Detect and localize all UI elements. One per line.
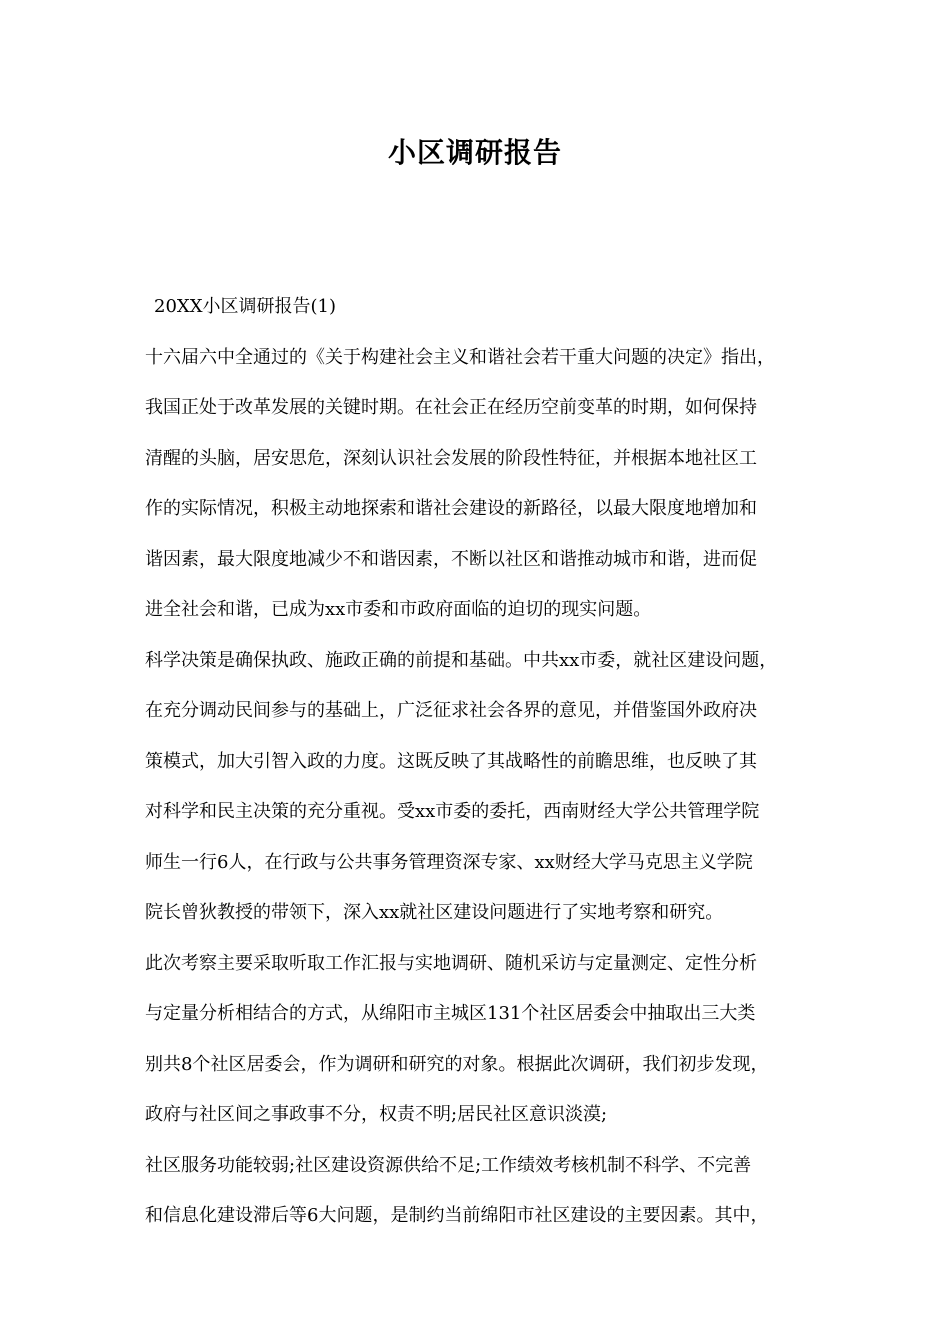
paragraph-line: 谐因素，最大限度地减少不和谐因素，不断以社区和谐推动城市和谐，进而促 [145, 548, 757, 570]
paragraph-line: 十六届六中全通过的《关于构建社会主义和谐社会若干重大问题的决定》指出， [145, 346, 775, 368]
document-body [145, 282, 825, 1242]
paragraph-line: 别共8个社区居委会，作为调研和研究的对象。根据此次调研，我们初步发现， [145, 1053, 769, 1075]
paragraph-line: 社区服务功能较弱;社区建设资源供给不足;工作绩效考核机制不科学、不完善 [145, 1154, 752, 1176]
paragraph-line: 院长曾狄教授的带领下，深入xx就社区建设问题进行了实地考察和研究。 [145, 902, 724, 923]
section-heading: 20XX小区调研报告(1) [154, 296, 337, 317]
paragraph-line: 策模式，加大引智入政的力度。这既反映了其战略性的前瞻思维，也反映了其 [145, 750, 757, 772]
paragraph-line: 此次考察主要采取听取工作汇报与实地调研、随机采访与定量测定、定性分析 [145, 952, 757, 974]
paragraph-line: 进全社会和谐，已成为xx市委和市政府面临的迫切的现实问题。 [145, 599, 652, 620]
paragraph-line: 在充分调动民间参与的基础上，广泛征求社会各界的意见，并借鉴国外政府决 [145, 700, 757, 721]
paragraph-line: 我国正处于改革发展的关键时期。在社会正在经历空前变革的时期，如何保持 [145, 397, 757, 418]
paragraph-line: 与定量分析相结合的方式，从绵阳市主城区131个社区居委会中抽取出三大类 [145, 1003, 756, 1024]
paragraph-line: 政府与社区间之事政事不分，权责不明;居民社区意识淡漠; [145, 1104, 608, 1125]
paragraph-line: 科学决策是确保执政、施政正确的前提和基础。中共xx市委，就社区建设问题， [145, 649, 778, 671]
paragraph-line: 对科学和民主决策的充分重视。受xx市委的委托，西南财经大学公共管理学院 [145, 801, 760, 822]
paragraph-line: 师生一行6人，在行政与公共事务管理资深专家、xx财经大学马克思主义学院 [145, 851, 753, 873]
paragraph-line: 清醒的头脑，居安思危，深刻认识社会发展的阶段性特征，并根据本地社区工 [145, 447, 757, 469]
paragraph-line: 和信息化建设滞后等6大问题，是制约当前绵阳市社区建设的主要因素。其中， [145, 1205, 769, 1226]
document-title: 小区调研报告 [387, 136, 562, 169]
paragraph-line: 作的实际情况，积极主动地探索和谐社会建设的新路径，以最大限度地增加和 [145, 498, 757, 519]
